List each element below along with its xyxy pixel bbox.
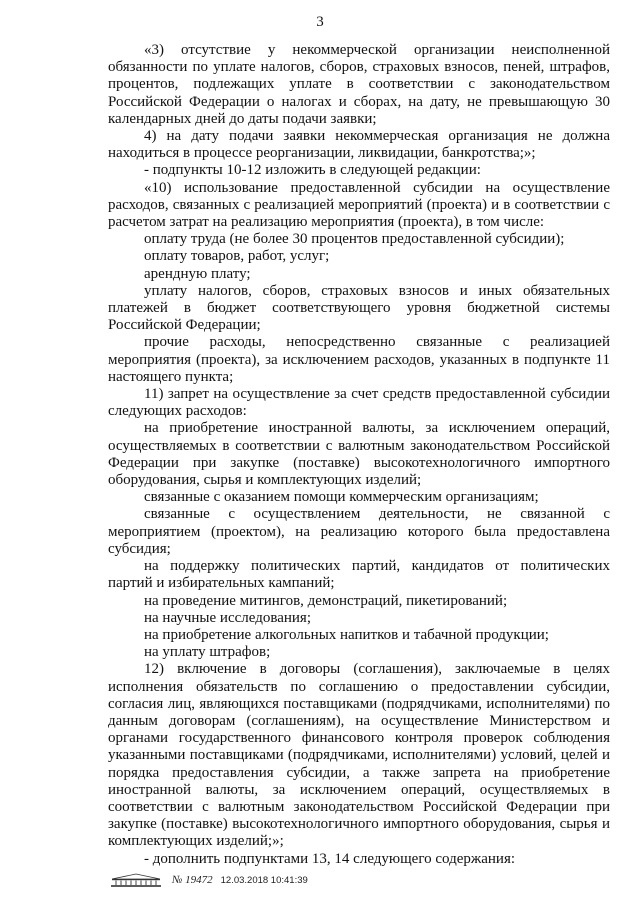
paragraph: оплату товаров, работ, услуг; [144,248,330,265]
paragraph: уплату налогов, сборов, страховых взносов и иных обязательных платежей в бюджет соответствующего уровня бюджетной системы Российской Федерации; [108,282,610,334]
paragraph: на уплату штрафов; [144,644,271,661]
government-building-icon [108,872,164,888]
document-registration-number: № 19472 [172,874,213,886]
paragraph: «10) использование предоставленной субсидии на осуществление расходов, связанных с реализацией мероприятий (проекта) и в соответствии с расчетом затрат на реализацию мероприятия (проекта), в том числе: [108,179,610,231]
paragraph: на проведение митингов, демонстраций, пикетирований; [144,592,508,609]
paragraph: 12) включение в договоры (соглашения), заключаемые в целях исполнения обязательств по соглашению о предоставлении субсидии, согласия лиц, являющихся поставщиками (подрядчиками, исполнителями) по данным договорам (соглашениям), на осуществление Министерством и органами государственного финансового контроля проверок соблюдения указанными поставщиками (подрядчиками, исполнителями) условий, целей и порядка предоставления субсидии, а также запрета на приобретение иностранной валюты, за исключением операций, осуществляемых в соответствии с валютным законодательством Российской Федерации при закупке (поставке) высокотехнологичного импортного оборудования, сырья и комплектующих изделий;»; [108,661,610,850]
document-body [108,42,610,868]
paragraph: связанные с оказанием помощи коммерческим организациям; [144,489,539,506]
paragraph: «3) отсутствие у некоммерческой организации неисполненной обязанности по уплате налогов, сборов, страховых взносов, пеней, штрафов, процентов, подлежащих уплате в соответствии с законодательством Российской Федерации о налогах и сборах, на дату, не превышающую 30 календарных дней до даты подачи заявки; [108,42,610,127]
document-footer [108,870,308,890]
paragraph: оплату труда (не более 30 процентов предоставленной субсидии); [144,231,565,248]
paragraph: прочие расходы, непосредственно связанные с реализацией мероприятия (проекта), за исключением расходов, указанных в подпункте 11 настоящего пункта; [108,334,610,385]
paragraph: на поддержку политических партий, кандидатов от политических партий и избирательных кампаний; [108,558,610,592]
paragraph: - дополнить подпунктами 13, 14 следующего содержания: [144,850,516,867]
paragraph: арендную плату; [144,265,251,282]
paragraph: на приобретение иностранной валюты, за исключением операций, осуществляемых в соответствии с валютным законодательством Российской Федерации при закупке (поставке) высокотехнологичного импортного оборудования, сырья и комплектующих изделий; [108,420,610,489]
document-timestamp: 12.03.2018 10:41:39 [220,874,308,886]
paragraph: связанные с осуществлением деятельности, не связанной с мероприятием (проектом), на реализацию которого была предоставлена субсидия; [108,506,610,557]
paragraph: 11) запрет на осуществление за счет средств предоставленной субсидии следующих расходов: [108,386,610,420]
paragraph: на научные исследования; [144,609,311,626]
paragraph: на приобретение алкогольных напитков и табачной продукции; [144,626,549,643]
paragraph: 4) на дату подачи заявки некоммерческая организация не должна находиться в процессе реорганизации, ликвидации, банкротства;»; [108,128,610,162]
paragraph: - подпункты 10-12 изложить в следующей редакции: [144,162,481,179]
page-number: 3 [316,14,324,30]
